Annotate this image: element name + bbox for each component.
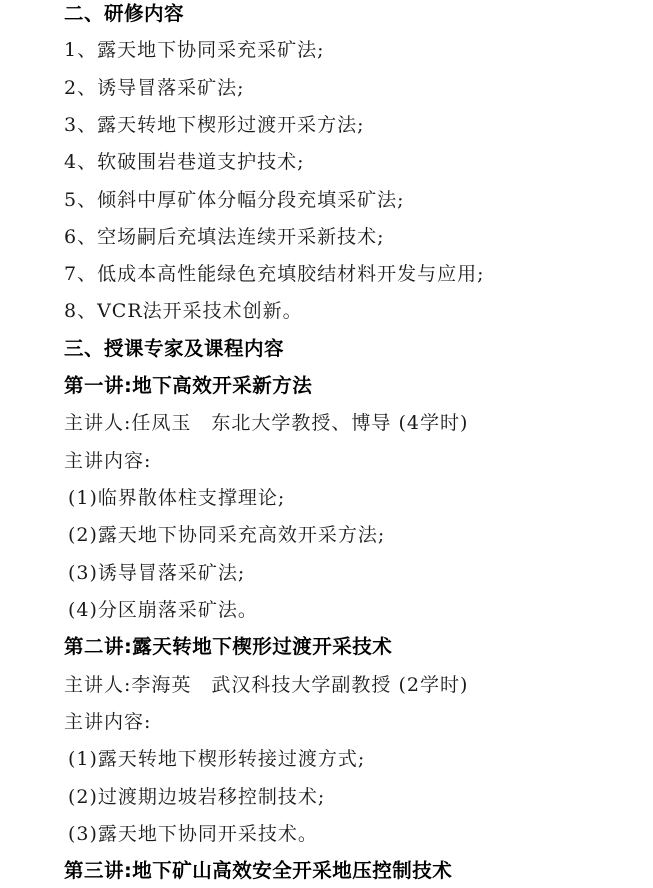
lecture-1-topic-1: (1)临界散体柱支撑理论; xyxy=(68,487,286,509)
lecture-1-topic-3: (3)诱导冒落采矿法; xyxy=(68,562,246,584)
section-3-title: 三、授课专家及课程内容 xyxy=(64,337,285,360)
lecture-3-title: 第三讲:地下矿山高效安全开采地压控制技术 xyxy=(64,859,453,882)
lecture-2-topic-1: (1)露天转地下楔形转接过渡方式; xyxy=(68,748,366,770)
research-item-2: 2、诱导冒落采矿法; xyxy=(64,77,245,99)
section-2-title: 二、研修内容 xyxy=(64,2,185,25)
research-item-7: 7、低成本高性能绿色充填胶结材料开发与应用; xyxy=(64,263,485,285)
lecture-1-title: 第一讲:地下高效开采新方法 xyxy=(64,374,313,397)
research-item-4: 4、软破围岩巷道支护技术; xyxy=(64,151,305,173)
research-item-6: 6、空场嗣后充填法连续开采新技术; xyxy=(64,226,385,248)
lecture-2-title: 第二讲:露天转地下楔形过渡开采技术 xyxy=(64,635,393,658)
research-item-1: 1、露天地下协同采充采矿法; xyxy=(64,39,325,61)
lecture-1-topic-4: (4)分区崩落采矿法。 xyxy=(68,599,258,621)
lecture-2-content-label: 主讲内容: xyxy=(64,711,152,733)
research-item-3: 3、露天转地下楔形过渡开采方法; xyxy=(64,114,365,136)
lecture-2-topic-3: (3)露天地下协同开采技术。 xyxy=(68,823,318,845)
lecture-2-speaker: 主讲人:李海英 武汉科技大学副教授 (2学时) xyxy=(64,674,469,696)
lecture-1-speaker: 主讲人:任凤玉 东北大学教授、博导 (4学时) xyxy=(64,412,469,434)
lecture-2-topic-2: (2)过渡期边坡岩移控制技术; xyxy=(68,786,326,808)
lecture-1-topic-2: (2)露天地下协同采充高效开采方法; xyxy=(68,524,386,546)
lecture-1-content-label: 主讲内容: xyxy=(64,450,152,472)
research-item-8: 8、VCR法开采技术创新。 xyxy=(64,300,303,322)
research-item-5: 5、倾斜中厚矿体分幅分段充填采矿法; xyxy=(64,189,405,211)
